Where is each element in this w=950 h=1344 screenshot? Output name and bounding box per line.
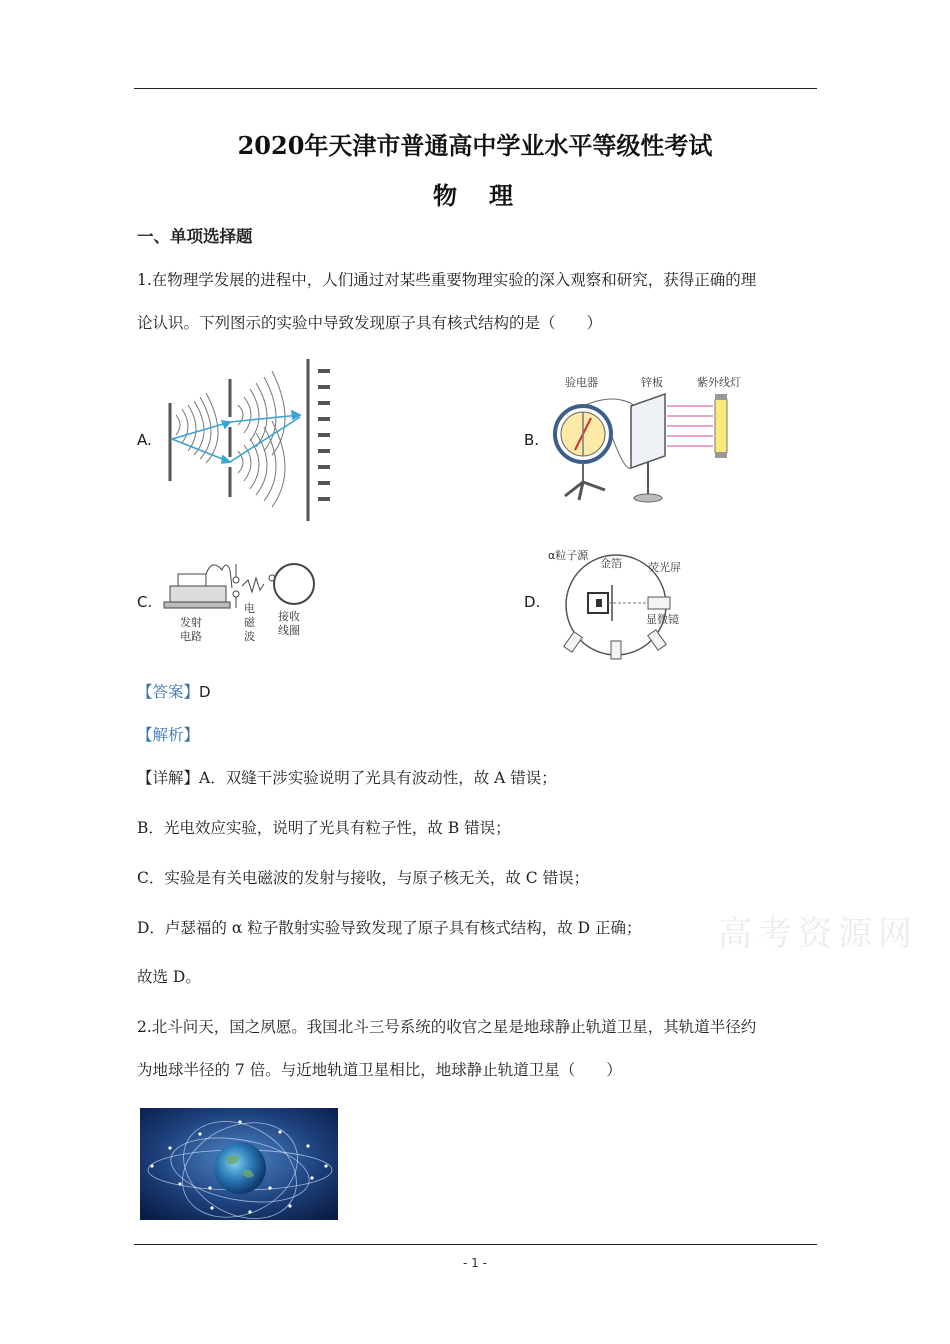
figure-c-em-wave: [160, 548, 330, 648]
label-transmit: 发射: [180, 616, 202, 629]
figure-d-alpha-scattering: [548, 545, 718, 660]
detail-b: B．光电效应实验，说明了光具有粒子性，故 B 错误；: [137, 819, 511, 837]
q1-line1: 1.在物理学发展的进程中，人们通过对某些重要物理实验的深入观察和研究，获得正确的理: [137, 271, 757, 289]
label-microscope: 显微镜: [646, 613, 679, 626]
figure-b-photoelectric: [545, 372, 765, 512]
label-recv-1: 接收: [278, 610, 300, 623]
page-title: 2020年天津市普通高中学业水平等级性考试: [237, 131, 713, 160]
bottom-rule: [134, 1244, 817, 1245]
label-electroscope: 验电器: [565, 376, 598, 389]
label-em-1: 电: [244, 602, 255, 615]
label-recv-2: 线圈: [278, 624, 300, 637]
label-circuit: 电路: [180, 630, 202, 643]
detail-a-row: [137, 766, 557, 788]
label-screen: 荧光屏: [648, 561, 681, 574]
watermark: 高考资源网: [718, 914, 918, 954]
subject-title: 物 理: [433, 181, 517, 210]
q2-line2: 为地球半径的 7 倍。与近地轨道卫星相比，地球静止轨道卫星（ ）: [137, 1061, 622, 1079]
answer-value: D: [199, 683, 211, 701]
label-gold-foil: 金箔: [600, 557, 622, 570]
analysis-tag: 【解析】: [137, 726, 200, 744]
label-alpha-source: α粒子源: [548, 549, 589, 562]
answer-row: [137, 680, 211, 702]
q1-line2: 论认识。下列图示的实验中导致发现原子具有核式结构的是（ ）: [137, 314, 603, 332]
detail-tag: 【详解】: [137, 769, 200, 787]
section-heading: 一、单项选择题: [137, 227, 253, 246]
label-uv-lamp: 紫外线灯: [697, 376, 741, 389]
detail-a: A．双缝干涉实验说明了光具有波动性，故 A 错误；: [199, 769, 557, 787]
label-zinc-plate: 锌板: [641, 376, 663, 389]
figure-beidou-satellites: [140, 1108, 338, 1220]
label-em-2: 磁: [244, 616, 255, 629]
detail-d: D．卢瑟福的 α 粒子散射实验导致发现了原子具有核式结构，故 D 正确；: [137, 919, 642, 937]
conclusion: 故选 D。: [137, 968, 201, 986]
detail-c: C．实验是有关电磁波的发射与接收，与原子核无关，故 C 错误；: [137, 869, 590, 887]
answer-tag: 【答案】: [137, 683, 200, 701]
option-d-label: D.: [524, 593, 541, 611]
top-rule: [134, 88, 817, 89]
option-a-label: A.: [137, 431, 152, 449]
label-em-3: 波: [244, 630, 255, 643]
page-number: - 1 -: [463, 1256, 487, 1270]
option-c-label: C.: [137, 593, 153, 611]
q2-line1: 2.北斗问天，国之夙愿。我国北斗三号系统的收官之星是地球静止轨道卫星，其轨道半径约: [137, 1018, 757, 1036]
option-b-label: B.: [524, 431, 540, 449]
figure-a-double-slit: [160, 355, 340, 525]
